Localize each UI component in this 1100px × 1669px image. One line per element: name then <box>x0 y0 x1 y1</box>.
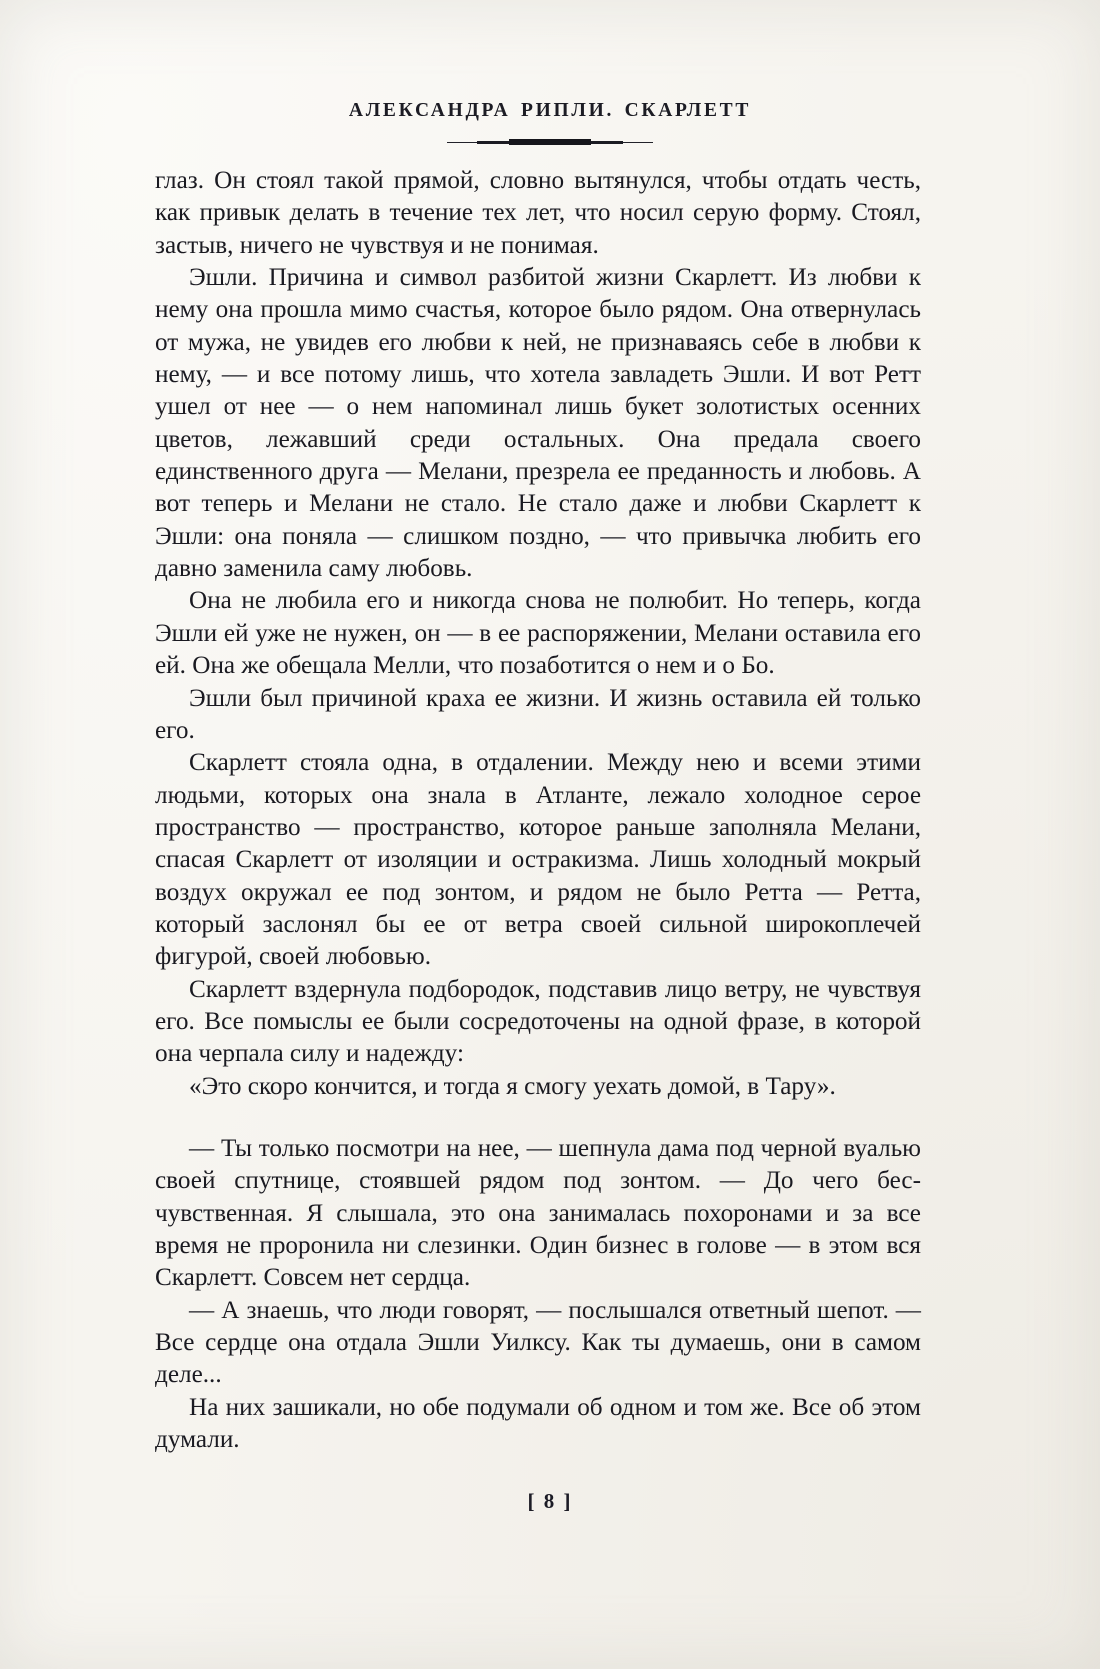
dialogue-paragraph: На них зашикали, но обе подумали об одном и том же. Все об этом думали. <box>155 1393 921 1454</box>
paragraph: Скарлетт стояла одна, в отдалении. Между нею и всеми этими людьми, которых она знала в Атланте, лежало холодное серое пространство — пространство, которое раньше заполняла Мелани, спасая Скарлетт от изоляции и остракизма. Лишь холодный мокрый воздух окружал ее под зонтом, и рядом не было Ретта — Ретта, который заслонял бы ее от ветра своей сильной широкоплечей фигурой, своей любовью. <box>155 749 921 971</box>
paragraph: Эшли. Причина и символ разбитой жизни Скарлетт. Из любви к нему она прошла мимо счастья, которое было рядом. Она отвернулась от мужа, не увидев его любви к ней, не признаваясь себе в любви к нему, — и все потому лишь, что хотела завладеть Эшли. И вот Ретт ушел от нее — о нем напоминал лишь букет золотистых осенних цветов, лежавший среди остальных. Она предала своего единственного друга — Мелани, презрела ее преданность и любовь. А вот теперь и Мелани не стало. Не стало даже и любви Скарлетт к Эшли: она поняла — слишком поздно, — что привычка любить его давно заменила саму любовь. <box>155 264 921 583</box>
dialogue-paragraph: — Ты только посмотри на нее, — шепнула дама под черной вуалью своей спутнице, стоявшей рядом под зонтом. — До чего бесчувственная. Я слышала, это она занималась похоронами и за все время не проронила ни слезинки. Один бизнес в голове — в этом вся Скарлетт. Совсем нет сердца. <box>155 1134 921 1292</box>
tapered-rule-ornament-icon <box>447 138 653 147</box>
ornament-core <box>509 139 591 145</box>
body-text-block <box>155 165 921 1456</box>
section-break <box>155 1103 921 1133</box>
dialogue-paragraph: — А знаешь, что люди говорят, — послышался ответный шепот. — Все сердце она отдала Эшли Уилксу. Как ты думаешь, они в самом деле... <box>155 1296 921 1389</box>
paragraph: Эшли был причиной краха ее жизни. И жизнь оставила ей только его. <box>155 684 921 744</box>
page-number: [ 8 ] <box>527 1489 573 1513</box>
paragraph: Она не любила его и никогда снова не полюбит. Но теперь, когда Эшли ей уже не нужен, он — в ее распоряжении, Мелани оставила его ей. Она же обещала Мелли, что позаботится о нем и о Бо. <box>155 587 921 680</box>
paragraph: Скарлетт вздернула подбородок, подставив лицо ветру, не чувствуя его. Все помыслы ее были сосредоточены на одной фразе, в которой она черпала силу и надежду: <box>155 975 921 1068</box>
paragraph-quote: «Это скоро кончится, и тогда я смогу уехать домой, в Тару». <box>189 1072 836 1100</box>
running-head: АЛЕКСАНДРА РИПЛИ. СКАРЛЕТТ <box>348 100 752 121</box>
paragraph: глаз. Он стоял такой прямой, словно вытянулся, чтобы отдать честь, как привык делать в течение тех лет, что носил серую форму. Стоял, застыв, ничего не чувствуя и не понимая. <box>155 167 921 259</box>
